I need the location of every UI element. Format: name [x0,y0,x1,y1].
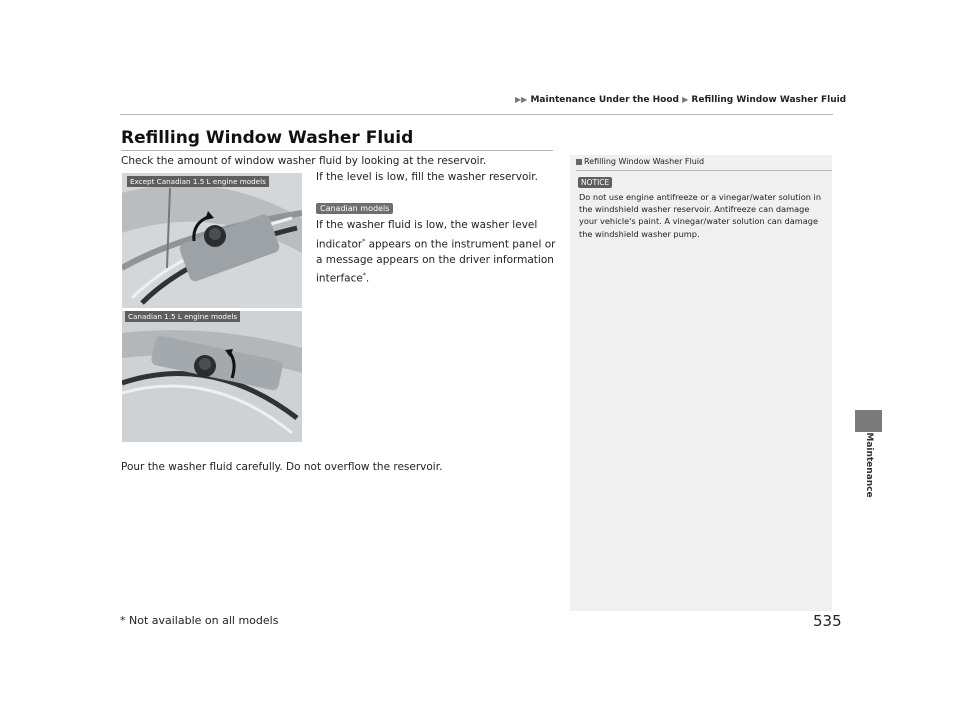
side-note-title-text: Refilling Window Washer Fluid [584,157,705,166]
footnote: * Not available on all models [120,614,279,627]
header-divider [120,114,833,115]
page-number: 535 [813,612,842,630]
canadian-washer-text [316,218,556,287]
breadcrumb-item-2[interactable]: Refilling Window Washer Fluid [691,95,847,105]
image-label-except-canadian: Except Canadian 1.5 L engine models [127,176,269,187]
intro-text: Check the amount of window washer fluid by looking at the reservoir. [121,155,487,167]
section-tab-label: Maintenance [864,432,874,498]
breadcrumb [515,95,846,105]
canadian-text-part-3: . [365,272,370,285]
level-low-text: If the level is low, fill the washer reservoir. [316,171,538,183]
page-title: Refilling Window Washer Fluid [121,128,414,148]
side-note-divider [576,170,832,171]
canadian-text-part-2: appears on the instrument panel or a message appears on the driver information interface [316,238,556,285]
reservoir-illustrations [122,173,302,442]
footnote-marker: * [362,272,366,279]
pour-text: Pour the washer fluid carefully. Do not overflow the reservoir. [121,461,443,473]
breadcrumb-item-1[interactable]: Maintenance Under the Hood [530,95,679,105]
side-note-text: Do not use engine antifreeze or a vinegar/water solution in the windshield washer reservoir. Antifreeze can damage your vehicle's paint. A vinegar/water solution can damage the windshield washer pump. [579,192,822,239]
reservoir-illustration [122,173,302,442]
breadcrumb-arrow-icon: ▶ [682,95,689,104]
canadian-models-badge: Canadian models [316,203,393,214]
canadian-text-part-1: If the washer fluid is low, the washer level indicator [316,219,538,250]
title-divider [121,150,553,151]
reference-icon [576,159,582,165]
image-label-canadian: Canadian 1.5 L engine models [125,311,240,322]
side-note-title[interactable] [576,157,704,166]
breadcrumb-arrow-icon: ▶▶ [515,95,528,104]
notice-badge: NOTICE [578,177,612,188]
footnote-marker: * [362,237,366,245]
